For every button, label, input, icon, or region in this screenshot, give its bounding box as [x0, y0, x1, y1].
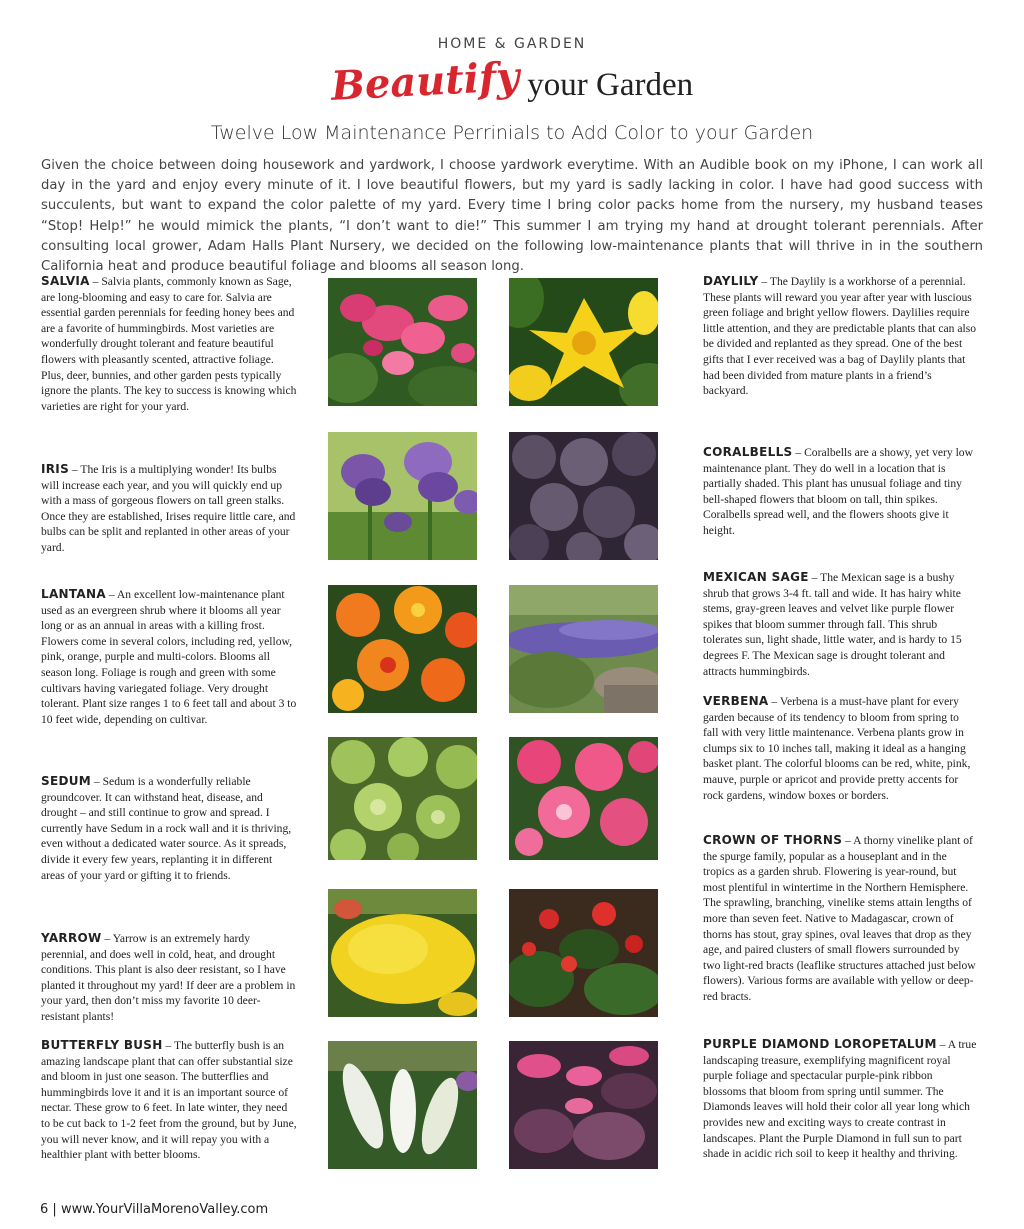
entry-salvia: SALVIA – Salvia plants, commonly known as Sage, are long-blooming and easy to care for. Salvia are essential garden perennials for feeding honey bees and are a favorite of hummingbirds. Most varieties are wonderfully drought tolerant and feature beautiful flowers with pleasantly scented, attractive foliage. Plus, deer, bunnies, and other garden pests typically ignore the plants. The key to success is knowing which varieties are right for your yard. [41, 274, 297, 413]
entry-text: Yarrow is an extremely hardy perennial, and does well in cold, heat, and drought conditions. This plant is also deer resistant, so I have planted it throughout my yard! If deer are a problem in your yard, then don’t miss my favorite 10 deer-resistant plants! [41, 932, 296, 1023]
page-footer [40, 1202, 268, 1217]
entry-text: The Daylily is a workhorse of a perennial. These plants will reward you year after year with luscious green foliage and bright yellow flowers. Daylilies require little attention, and they are predictable plants that can also be divided and replanted as they spread. One of the best gifts that I ever received was a bag of Daylily plants that had been divided from mature plants in a friend’s backyard. [703, 275, 976, 398]
lantana-photo [328, 585, 477, 713]
coralbells-photo [509, 432, 658, 560]
entry-text: A true landscaping treasure, exemplifying magnificent royal purple foliage and spectacular purple-pink ribbon blossoms that bloom from spring until summer. The Diamonds leaves will hold their color all year long which provides new and exciting ways to create contrast in landscapes. Plant the Purple Diamond in full sun to part shade in acidic rich soil to keep it healthy and thriving. [703, 1038, 977, 1161]
entry-text: Sedum is a wonderfully reliable groundcover. It can withstand heat, disease, and drought – and still continue to grow and spread. I currently have Sedum in a rock wall and it is thriving, even without a dedicated water source. As it spreads, divide it every few years, replanting it in different areas of your yard or gifting it to friends. [41, 775, 292, 882]
entry-lantana: LANTANA – An excellent low-maintenance plant used as an evergreen shrub where it blooms all year long or as an annual in areas with a killing frost. Flowers come in several colors, including red, yellow, pink, orange, purple and multi-colors. Blooms all season long. Foliage is rough and green with some cultivars having variegated foliage. Very drought tolerant. Plant size ranges 1 to 6 feet tall and about 3 to 10 feet wide, depending on cultivar. [41, 587, 297, 726]
intro-paragraph: Given the choice between doing housework and yardwork, I choose yardwork everytime. With an Audible book on my iPhone, I can work all day in the yard and enjoy every minute of it. I love beautiful flowers, but my yard is sadly lacking in color. I have had good success with succulents, but want to expand the color palette of my yard. Every time I bring color packs home from the nursery, my husband teases “Stop! Help!” he would mimick the plants, “I don’t want to die!” This summer I am trying my hand at drought tolerant perennials. After consulting local grower, Adam Halls Plant Nursery, we decided on the following low-maintenance plants that will thrive in in the southern California heat and produce beautiful foliage and blooms all season long. [41, 158, 983, 275]
sedum-photo [328, 737, 477, 860]
entry-text: Verbena is a must-have plant for every garden because of its tendency to bloom from spring to fall with very little maintenance. Verbena plants grow in clumps six to 10 inches tall, making it ideal as a hanging basket plant. The colorful blooms can be red, white, pink, mauve, purple or apricot and provide pretty accents for rock gardens, window boxes or borders. [703, 695, 971, 802]
crown-of-thorns-photo [509, 889, 658, 1017]
page-subtitle: Twelve Low Maintenance Perrinials to Add Color to your Garden [210, 122, 814, 144]
mexican-sage-photo [509, 585, 658, 713]
entry-text: The Mexican sage is a bushy shrub that grows 3-4 ft. tall and wide. It has hairy white stems, gray-green leaves and velvet like purple flower spikes that bloom summer through fall. This shrub tolerates sun, light shade, little water, and is hardy to 15 degrees F. The Mexican sage is drought tolerant and attracts hummingbirds. [703, 571, 962, 678]
entry-text: A thorny vinelike plant of the spurge family, popular as a houseplant and in the tropics as a garden shrub. Flowering is year-round, but most plentiful in wintertime in the Northern Hemisphere. The sprawling, branching, vinelike stems attain lengths of more than seven feet. Native to Madagascar, crown of thorns has stout, gray spines, oval leaves that drop as they age, and paired clusters of small flowers surrounded by two light-red bracts (leaflike structures attached just below flowers). Various forms are available with yellow or deep-red bracts. [703, 834, 976, 1003]
entry-name: PURPLE DIAMOND LOROPETALUM [703, 1037, 937, 1051]
purple-diamond-photo [509, 1041, 658, 1169]
entry-daylily: DAYLILY – The Daylily is a workhorse of a perennial. These plants will reward you year after year with luscious green foliage and bright yellow flowers. Daylilies require little attention, and they are predictable plants that can also be divided and replanted as they spread. One of the best gifts that I ever received was a bag of Daylily plants that had been divided from mature plants in a friend’s backyard. [703, 274, 976, 398]
entry-text: Coralbells are a showy, yet very low maintenance plant. They do well in a location that is partially shaded. This plant has unusual foliage and tiny bell-shaped flowers that bloom on tall, thin spikes. Coralbells spread well, and the flowers shoots give it height. [703, 446, 973, 537]
entry-name: CROWN OF THORNS [703, 833, 843, 847]
entry-butterfly-bush: BUTTERFLY BUSH – The butterfly bush is an amazing landscape plant that can offer substantial size and bloom in just one season. The butterflies and hummingbirds love it and it is an important source of nectar. These grow to 6 feet. In late winter, they need to be cut back to 1-2 feet from the ground, but by June, you will never know, and it will repay you with a healthier plant with better blooms. [41, 1038, 297, 1162]
entry-verbena: VERBENA – Verbena is a must-have plant for every garden because of its tendency to bloom from spring to fall with very little maintenance. Verbena plants grow in clumps six to 10 inches tall, making it ideal as a hanging basket plant. The colorful blooms can be red, white, pink, mauve, purple or apricot and provide pretty accents for rock gardens, window boxes or borders. [703, 694, 971, 802]
footer-url[interactable]: www.YourVillaMorenoValley.com [60, 1202, 269, 1217]
entry-name: SALVIA [41, 274, 90, 288]
entry-mexican-sage: MEXICAN SAGE – The Mexican sage is a bushy shrub that grows 3-4 ft. tall and wide. It has hairy white stems, gray-green leaves and velvet like purple flower spikes that bloom summer through fall. This shrub tolerates sun, light shade, little water, and is hardy to 15 degrees F. The Mexican sage is drought tolerant and attracts hummingbirds. [703, 570, 962, 678]
entry-name: LANTANA [41, 587, 106, 601]
entry-coralbells: CORALBELLS – Coralbells are a showy, yet very low maintenance plant. They do well in a location that is partially shaded. This plant has unusual foliage and tiny bell-shaped flowers that bloom on tall, thin spikes. Coralbells spread well, and the flowers shoots give it height. [703, 445, 973, 537]
footer-divider: | [52, 1202, 57, 1217]
title-accent-word: Beautify [329, 53, 521, 110]
entry-purple-diamond-loropetalum: PURPLE DIAMOND LOROPETALUM – A true landscaping treasure, exemplifying magnificent royal purple foliage and spectacular purple-pink ribbon blossoms that bloom from spring until summer. The Diamonds leaves will hold their color all year long which provides new and exciting ways to create contrast in landscapes. Plant the Purple Diamond in full sun to part shade in acidic rich soil to keep it healthy and thriving. [703, 1037, 977, 1161]
entry-text: Salvia plants, commonly known as Sage, are long-blooming and easy to care for. Salvia are essential garden perennials for feeding honey bees and are a favorite of hummingbirds. Most varieties are wonderfully drought tolerant and feature beautiful flowers with pleasantly scented, attractive foliage. Plus, deer, bunnies, and other garden pests typically ignore the plants. The key to success is knowing which varieties are right for your yard. [41, 275, 297, 413]
entry-yarrow: YARROW – Yarrow is an extremely hardy perennial, and does well in cold, heat, and drought conditions. This plant is also deer resistant, so I have planted it throughout my yard! If deer are a problem in your yard, then don’t miss my favorite 10 deer-resistant plants! [41, 931, 296, 1023]
entry-iris: IRIS – The Iris is a multiplying wonder! Its bulbs will increase each year, and you will quickly end up with a mass of gorgeous flowers on tall green stalks. Once they are established, Irises require little care, and bulbs can be split and replanted in other areas of your yard. [41, 462, 296, 554]
entry-text: The butterfly bush is an amazing landscape plant that can offer substantial size and bloom in just one season. The butterflies and hummingbirds love it and it is an important source of nectar. These grow to 6 feet. In late winter, they need to be cut back to 1-2 feet from the ground, but by June, you will never know, and it will repay you with a healthier plant with better blooms. [41, 1039, 297, 1162]
entry-name: DAYLILY [703, 274, 759, 288]
entry-name: SEDUM [41, 774, 91, 788]
entry-name: CORALBELLS [703, 445, 793, 459]
page-title [0, 53, 1024, 110]
entry-sedum: SEDUM – Sedum is a wonderfully reliable groundcover. It can withstand heat, disease, and drought – and still continue to grow and spread. I currently have Sedum in a rock wall and it is thriving, even without a dedicated water source. As it spreads, divide it every few years, replanting it in different areas of your yard or gifting it to friends. [41, 774, 292, 882]
entry-name: IRIS [41, 462, 70, 476]
iris-photo [328, 432, 477, 560]
verbena-photo [509, 737, 658, 860]
page-number: 6 [40, 1202, 49, 1217]
entry-name: VERBENA [703, 694, 769, 708]
entry-text: An excellent low-maintenance plant used as an evergreen shrub where it blooms all year long or as an annual in areas with a killing frost. Flowers come in several colors, including red, yellow, pink, orange, purple and multi-colors. Blooms all season long. Foliage is rough and green with some cultivars having variegated foliage. Very drought tolerant. Plant size ranges 1 to 6 feet tall and about 3 to 10 feet wide, depending on cultivar. [41, 588, 297, 726]
section-kicker: HOME & GARDEN [437, 36, 587, 52]
butterfly-bush-photo [328, 1041, 477, 1169]
entry-name: MEXICAN SAGE [703, 570, 809, 584]
entry-name: YARROW [41, 931, 102, 945]
salvia-photo [328, 278, 477, 406]
entry-name: BUTTERFLY BUSH [41, 1038, 163, 1052]
daylily-photo [509, 278, 658, 406]
entry-text: The Iris is a multiplying wonder! Its bulbs will increase each year, and you will quickly end up with a mass of gorgeous flowers on tall green stalks. Once they are established, Irises require little care, and bulbs can be split and replanted in other areas of your yard. [41, 463, 296, 554]
entry-crown-of-thorns: CROWN OF THORNS – A thorny vinelike plant of the spurge family, popular as a houseplant and in the tropics as a garden shrub. Flowering is year-round, but most plentiful in wintertime in the Northern Hemisphere. The sprawling, branching, vinelike stems attain lengths of more than seven feet. Native to Madagascar, crown of thorns has stout, gray spines, oval leaves that drop as they age, and paired clusters of small flowers surrounded by two light-red bracts (leaflike structures attached just below flowers). Various forms are available with yellow or deep-red bracts. [703, 833, 976, 1003]
title-rest: your Garden [527, 67, 694, 103]
yarrow-photo [328, 889, 477, 1017]
